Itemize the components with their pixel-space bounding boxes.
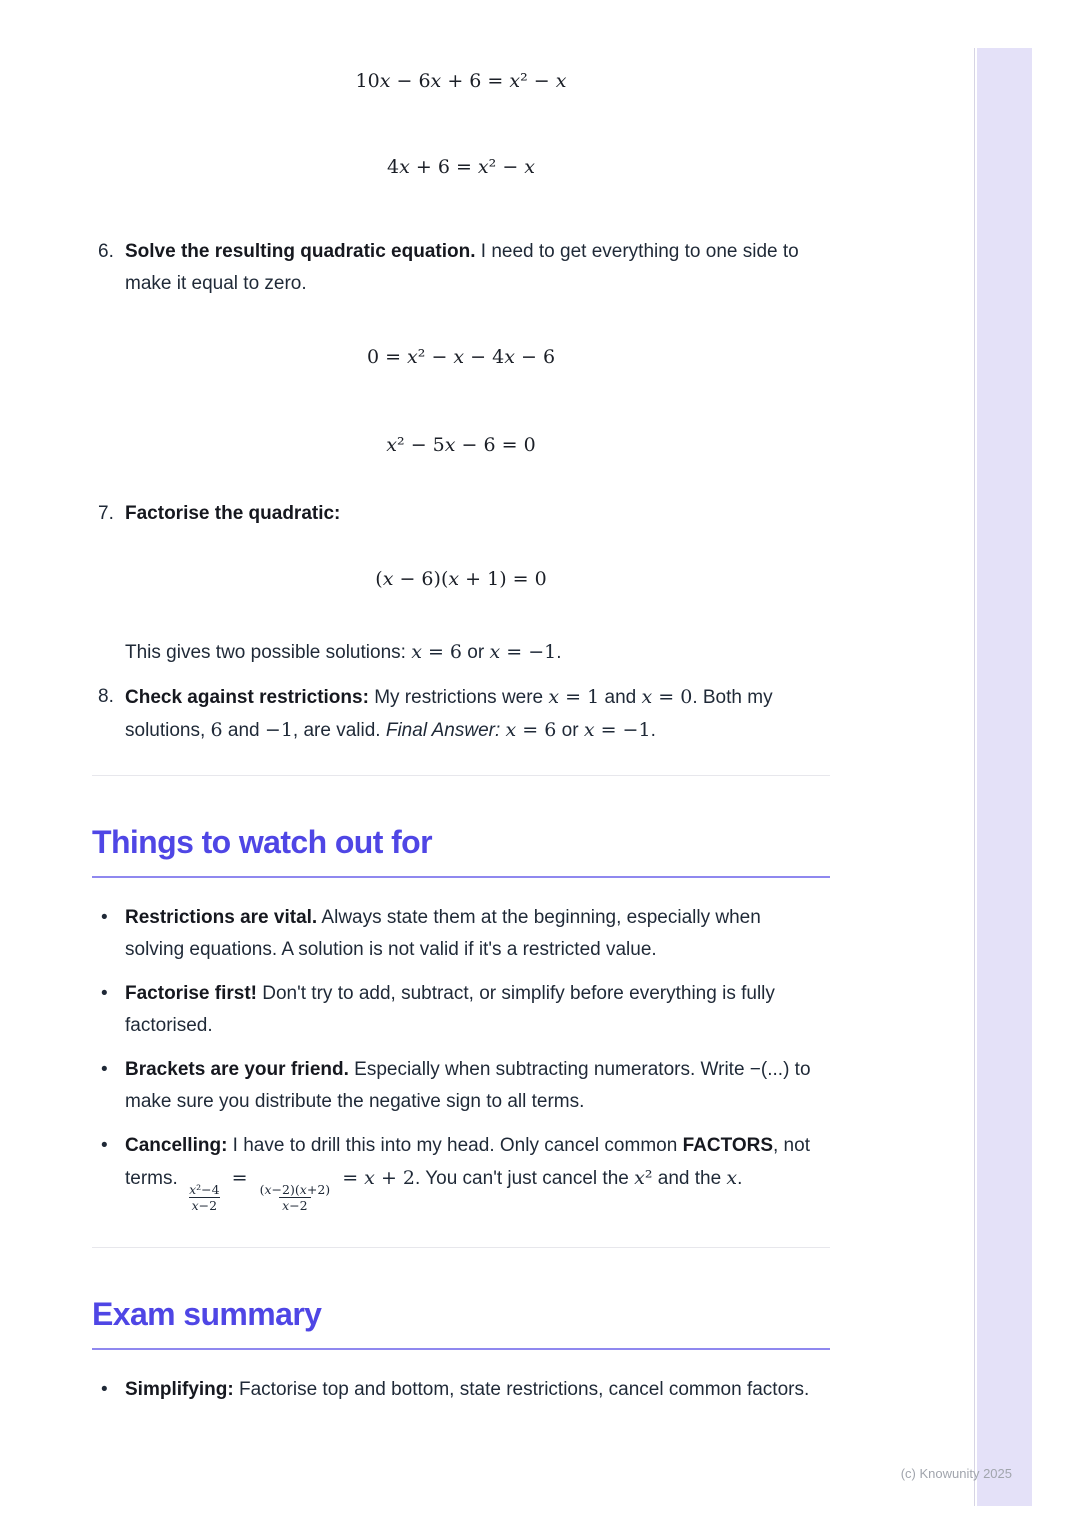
equation-4: x² − 5x − 6 = 0 bbox=[386, 434, 536, 456]
step-item-8 bbox=[92, 681, 830, 747]
text-segment: , are valid. bbox=[292, 720, 386, 741]
step-lead: Check against restrictions: bbox=[125, 687, 369, 708]
equation-2: 4x + 6 = x² − x bbox=[386, 156, 535, 178]
text-segment: and bbox=[222, 720, 265, 741]
text-segment: . You can't just cancel the bbox=[415, 1168, 635, 1189]
text-segment: . Both my solutions, bbox=[125, 687, 773, 741]
fraction-denominator: x−2 bbox=[279, 1197, 311, 1213]
step-number: 7. bbox=[98, 503, 114, 524]
solutions-paragraph bbox=[92, 636, 830, 669]
text-segment: My restrictions were bbox=[368, 687, 549, 708]
list-item bbox=[92, 1054, 830, 1118]
section-title-exam-summary: Exam summary bbox=[92, 1294, 830, 1350]
fraction-numerator: (x−2)(x+2) bbox=[259, 1182, 331, 1197]
inline-math: x = −1 bbox=[489, 641, 557, 663]
text-segment: . bbox=[737, 1168, 743, 1189]
fraction-numerator: x²−4 bbox=[189, 1182, 220, 1197]
fraction bbox=[186, 1182, 223, 1213]
copyright-watermark: (c) Knowunity 2025 bbox=[900, 1466, 1012, 1481]
step-text bbox=[125, 236, 815, 300]
final-answer-label: Final Answer: bbox=[385, 720, 501, 741]
section-divider bbox=[92, 1247, 830, 1248]
equation-3: 0 = x² − x − 4x − 6 bbox=[366, 346, 556, 368]
inline-math: x² bbox=[634, 1167, 653, 1189]
equals-sign: = bbox=[342, 1167, 359, 1189]
step-number: 8. bbox=[98, 686, 114, 707]
equals-sign: = bbox=[231, 1167, 248, 1189]
text-segment: or bbox=[556, 720, 584, 741]
step-item-7 bbox=[92, 498, 830, 530]
text-segment: , not terms. bbox=[125, 1135, 810, 1189]
inline-math: x = 0 bbox=[641, 686, 693, 708]
inline-math: x = 1 bbox=[548, 686, 600, 708]
inline-math: −1 bbox=[264, 719, 293, 741]
page-edge-divider bbox=[974, 48, 975, 1506]
scrollbar-track[interactable] bbox=[977, 48, 1032, 1506]
inline-math: x bbox=[726, 1167, 738, 1189]
inline-math: x = 6 bbox=[411, 641, 463, 663]
fraction-denominator: x−2 bbox=[189, 1197, 221, 1213]
list-item bbox=[92, 1374, 830, 1406]
text-segment: I have to drill this into my head. Only cancel common bbox=[227, 1135, 683, 1156]
document-content bbox=[92, 0, 830, 1418]
text-segment: and the bbox=[652, 1168, 727, 1189]
text-segment: I need to get everything to one side to make it equal to zero. bbox=[125, 241, 799, 294]
inline-math: x + 2 bbox=[364, 1167, 415, 1189]
step-number: 6. bbox=[98, 241, 114, 262]
bold-word: FACTORS bbox=[682, 1135, 773, 1156]
list-item bbox=[92, 1130, 830, 1213]
equation-5: (x − 6)(x + 1) = 0 bbox=[375, 568, 547, 590]
bullet-lead: Brackets are your friend. bbox=[125, 1059, 349, 1080]
list-item bbox=[92, 902, 830, 966]
bullet-lead: Restrictions are vital. bbox=[125, 907, 318, 928]
watch-bullet-list bbox=[92, 902, 830, 1213]
text-segment: and bbox=[599, 687, 642, 708]
text-segment: Always state them at the beginning, especially when solving equations. A solution is not valid if it's a restricted value. bbox=[125, 907, 761, 960]
inline-math: 6 bbox=[210, 719, 223, 741]
bullet-lead: Simplifying: bbox=[125, 1379, 234, 1401]
step-item-6 bbox=[92, 236, 830, 300]
text-segment: Especially when subtracting numerators. Write −(...) to make sure you distribute the negative sign to all terms. bbox=[125, 1059, 811, 1112]
step-text bbox=[125, 498, 815, 530]
bullet-lead: Cancelling: bbox=[125, 1135, 228, 1156]
list-item bbox=[92, 978, 830, 1042]
bullet-lead: Factorise first! bbox=[125, 983, 257, 1004]
text-segment: . bbox=[650, 720, 656, 741]
text-segment: This gives two possible solutions: bbox=[125, 642, 412, 663]
inline-math: x = 6 bbox=[505, 719, 557, 741]
text-segment: Don't try to add, subtract, or simplify before everything is fully factorised. bbox=[125, 983, 775, 1036]
section-title-things-to-watch: Things to watch out for bbox=[92, 822, 830, 878]
fraction bbox=[257, 1182, 334, 1213]
step-lead: Factorise the quadratic: bbox=[125, 503, 341, 524]
step-lead: Solve the resulting quadratic equation. bbox=[125, 241, 476, 262]
exam-bullet-list bbox=[92, 1374, 830, 1406]
text-segment: Factorise top and bottom, state restrictions, cancel common factors. bbox=[233, 1379, 810, 1401]
equation-1: 10x − 6x + 6 = x² − x bbox=[355, 70, 567, 92]
step-text bbox=[125, 681, 815, 747]
inline-math: x = −1 bbox=[583, 719, 651, 741]
text-segment: or bbox=[462, 642, 490, 663]
text-segment: . bbox=[556, 642, 562, 663]
section-divider bbox=[92, 775, 830, 776]
